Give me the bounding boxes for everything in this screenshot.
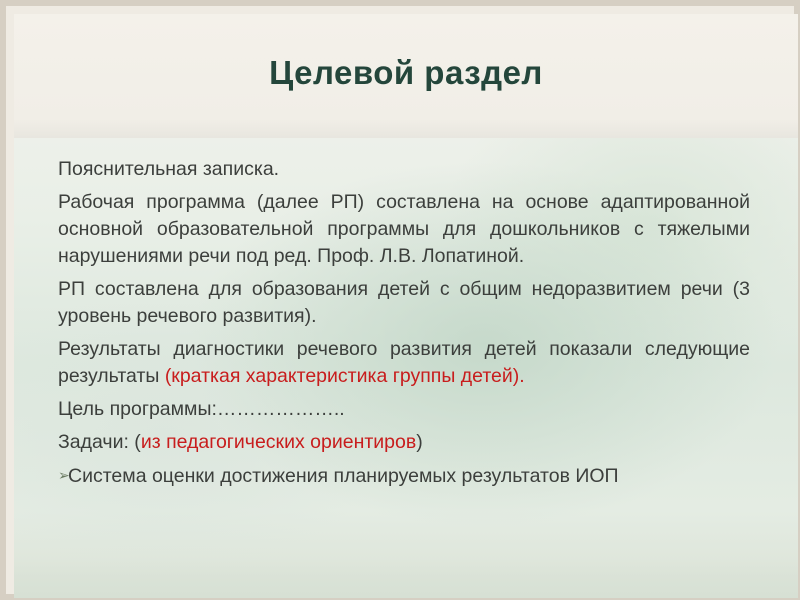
paragraph-program-basis: Рабочая программа (далее РП) составлена на основе адаптированной основной образовательной программы для дошкольников с тяжелыми нарушениями речи под ред. Проф. Л.В. Лопатиной. bbox=[58, 191, 750, 267]
slide bbox=[14, 14, 798, 598]
bottom-band bbox=[14, 558, 798, 598]
title-band bbox=[14, 14, 798, 138]
slide-title: Целевой раздел bbox=[269, 54, 543, 91]
heading-explanatory-note: Пояснительная записка. bbox=[58, 158, 280, 180]
tasks-note-red: из педагогических ориентиров bbox=[140, 431, 417, 453]
bullet-assessment-system bbox=[58, 462, 750, 490]
assessment-system-text: Система оценки достижения планируемых результатов ИОП bbox=[68, 465, 619, 487]
paragraph-goal: Цель программы:……………….. bbox=[58, 398, 345, 420]
diagnostics-note-red: (краткая характеристика группы детей). bbox=[164, 365, 525, 387]
paragraph-tasks bbox=[58, 429, 750, 456]
paragraph-program-purpose: РП составлена для образования детей с общим недоразвитием речи (3 уровень речевого развития). bbox=[58, 278, 750, 327]
paragraph-diagnostics bbox=[58, 336, 750, 390]
diagnostics-text: Результаты диагностики речевого развития детей показали следующие результаты bbox=[58, 338, 750, 387]
arrow-bullet-icon: ➢ bbox=[58, 467, 70, 483]
tasks-suffix: ) bbox=[416, 431, 423, 453]
tasks-prefix: Задачи: ( bbox=[58, 431, 141, 453]
slide-body bbox=[58, 156, 750, 496]
